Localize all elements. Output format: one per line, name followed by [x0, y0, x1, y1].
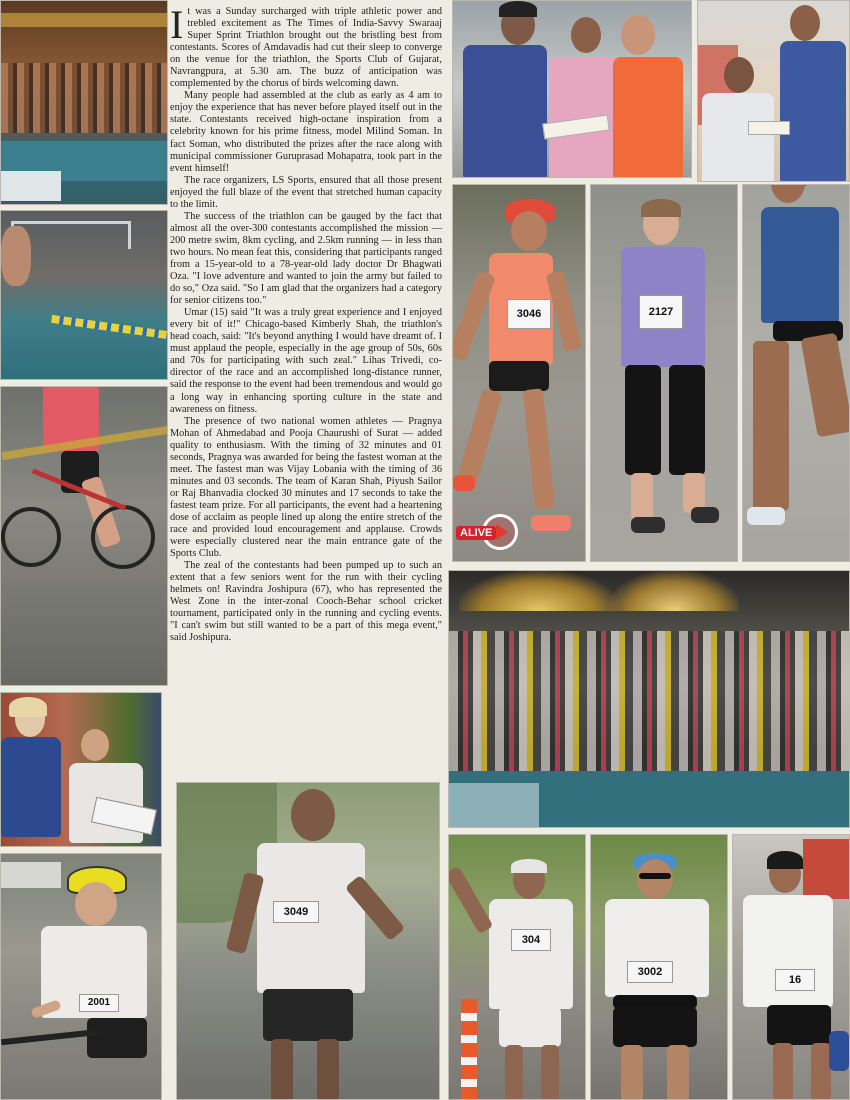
photo-runner-grey-shirt — [176, 782, 440, 1100]
play-icon — [496, 524, 508, 540]
photo-milind-soman-group — [452, 0, 692, 178]
photo-senior-man-runner — [448, 834, 586, 1100]
bib-senior-man: 304 — [511, 929, 551, 951]
bib-runner-white-right: 16 — [775, 969, 815, 991]
article-paragraph-1: t was a Sunday surcharged with triple athletic power and trebled excitement as The Times of India-Savvy Swaraaj Super Sprint Triathlon brought out the bristling best from contestants. Scores of Amdavadis had cut their sleep to converge on the venue for the triathlon, the Sports Club of Gujarat, Navrangpura, at 5.30 am. The buzz of anticipation was complemented by the chorus of birds welcoming dawn. — [170, 6, 442, 90]
photo-cyclist-red-top — [0, 386, 168, 686]
photo-runner-blue — [590, 184, 738, 562]
photo-cyclist-yellow-helmet — [0, 853, 162, 1100]
photo-runner-white-right — [732, 834, 850, 1100]
alive-logo-text: ALIVE — [456, 526, 496, 540]
bib-runner-orange: 3046 — [507, 299, 551, 329]
photo-crowd-poolside — [448, 570, 850, 828]
bib-runner-grey: 3049 — [273, 901, 319, 923]
photo-swimmers-poolside — [0, 0, 168, 205]
photo-senior-woman-runner — [590, 834, 728, 1100]
photo-runner-orange — [452, 184, 586, 562]
article-paragraph-3: The race organizers, LS Sports, ensured that all those present enjoyed the full blaze of the event that stretched human capacity to the limit. — [170, 174, 442, 210]
article-paragraph-6: The presence of two national women athletes — Pragnya Mohan of Ahmedabad and Pooja Chaurushi of Surat — added quality to enthusiasm. With the timing of 32 minutes and 01 seconds, Pragnya was awarded for being the fastest woman at the meet. The fastest man was Vijay Lobania with the timing of 36 minutes and 03 seconds. The team of Karan Shah, Piyush Sailor or Raj Bhanvadia clocked 30 minutes and 17 seconds to take the fastest team prize. For all participants, the event had a heartening dose of acclaim as people lined up along the entire stretch of the race and provided loud encouragement and applause. Crowds were especially clustered near the main entrance gate of the Sports Club. — [170, 415, 442, 560]
article-dropcap: I — [170, 2, 184, 47]
article-body — [170, 2, 442, 776]
photo-runner-navy-top — [742, 184, 850, 562]
article-paragraph-5: Umar (15) said "It was a truly great experience and I enjoyed every bit of it!" Chicago-based Kimberly Shah, the triathlon's head coach, said: "It's beyond anything I would have dreamt of. I must applaud the people, especially in the age group of 50s, 60s and 70s for participating with such zeal." Lihas Trivedi, co-director of the race and an accomplished long-distance runner, said the response to the event had been tremendous and would go a long way in enhancing sporting culture in the state and awareness on fitness. — [170, 307, 442, 415]
bib-senior-woman: 3002 — [627, 961, 673, 983]
article-paragraph-2: Many people had assembled at the club as early as 4 am to enjoy the experience that has never before played itself out in the state. Contestants received high-octane inspiration from a celebrity known for his prime fitness, model Milind Soman. In fact Soman, who distributed the prizes after the race along with municipal commissioner Guruprasad Mohapatra, took part in the event himself! — [170, 90, 442, 174]
photo-official-prize — [697, 0, 850, 182]
article-paragraph-4: The success of the triathlon can be gauged by the fact that almost all the over-300 contestants accomplished the mission — 200 metre swim, 8km cycling, and 2.5km running — in less than two hours. No mean feat this, considering that participants ranged from a 15-year-old to a 78-year-old lady doctor Dr Bhagwati Oza. "I love adventure and wanted to join the army but failed to do so," Oza said. "So I am glad that the organizers had a category for senior citizens too." — [170, 210, 442, 307]
bib-runner-blue: 2127 — [639, 295, 683, 329]
bib-cyclist-helmet: 2001 — [79, 994, 119, 1012]
alive-logo — [452, 514, 522, 550]
photo-pool-lanes — [0, 210, 168, 380]
article-paragraph-7: The zeal of the contestants had been pumped up to such an extent that a few seniors went for the run with their cycling helmets on! Ravindra Joshipura (67), who has represented the West Zone in the inter-zonal Cooch-Behar school cricket tournament, participated only in the running and cycling events. "I can't swim but still wanted to be a part of this mega event," said Joshipura. — [170, 560, 442, 644]
photo-prize-distribution — [0, 692, 162, 847]
